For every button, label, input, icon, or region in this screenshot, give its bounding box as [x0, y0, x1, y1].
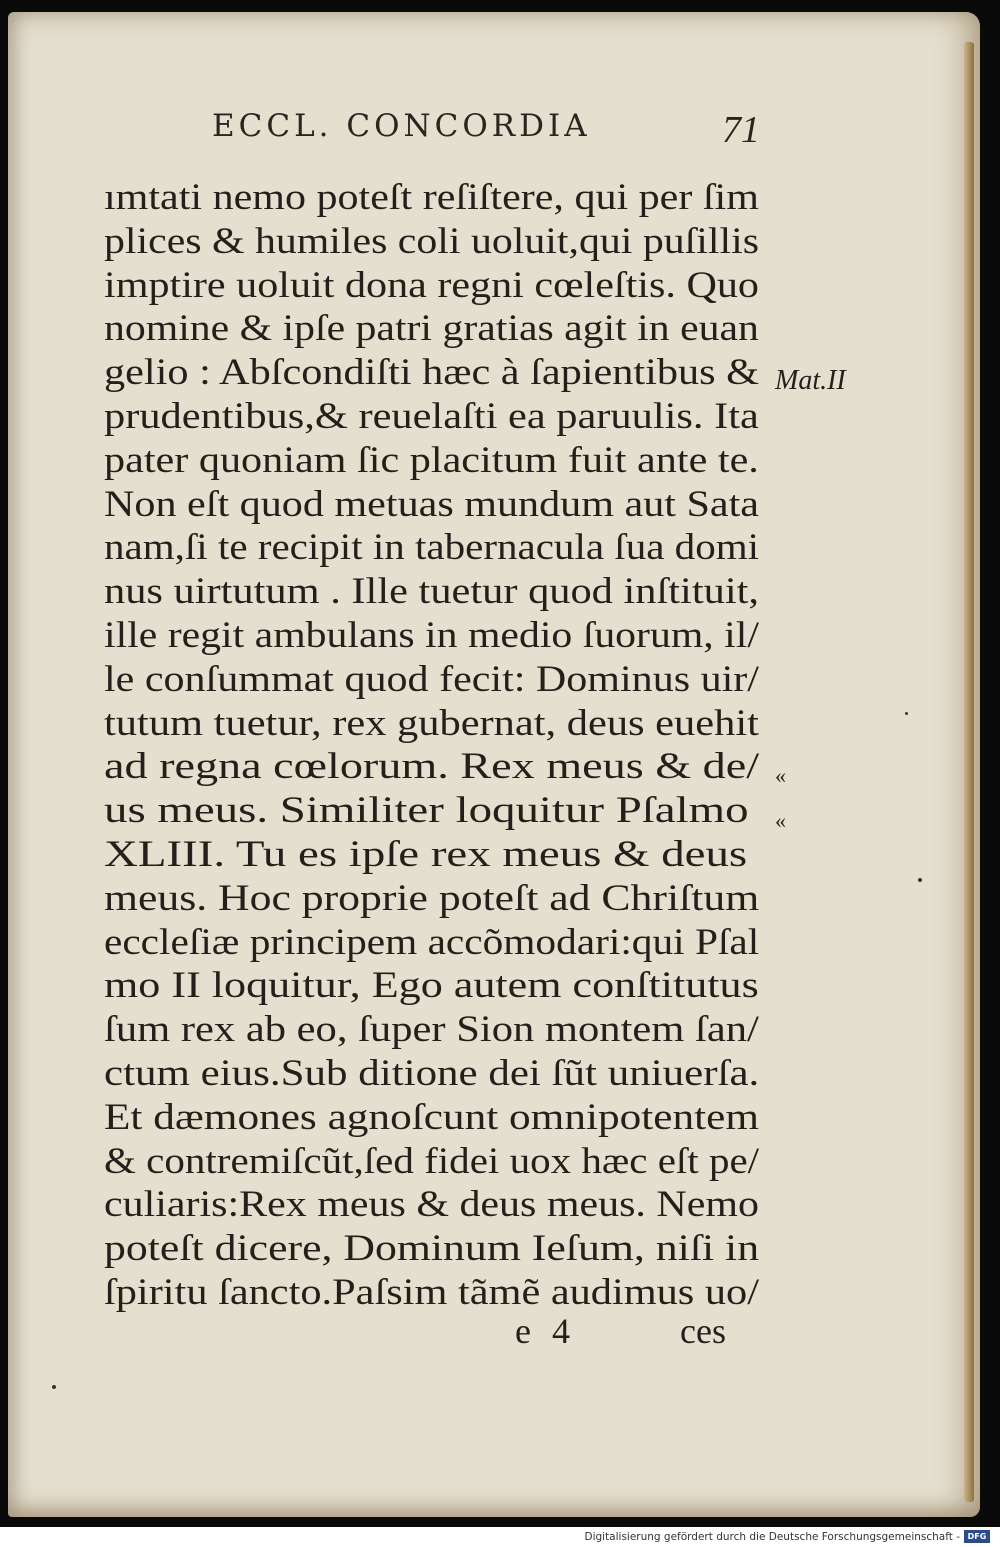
margin-quote-mark: «: [775, 763, 786, 788]
text-line: nomine & ipſe patri gratias agit in euan: [104, 308, 759, 350]
paper-speck: [52, 1385, 56, 1389]
text-line: tutum tuetur, rex gubernat, deus euehit: [104, 702, 759, 744]
text-line: ctum eius.Sub ditione dei ſũt uniuerſa.: [104, 1052, 760, 1094]
text-line: nam,ſi te recipit in tabernacula ſua domi: [104, 527, 760, 569]
text-line: culiaris:Rex meus & deus meus. Nemo: [104, 1184, 759, 1226]
text-line: ımtati nemo poteſt reſiſtere, qui per ſim: [104, 177, 759, 218]
text-line: Non eſt quod metuas mundum aut Sata: [104, 483, 759, 525]
text-line: prudentibus,& reuelaſti ea paruulis. Ita: [104, 395, 759, 437]
dfg-logo: DFG: [964, 1530, 990, 1543]
page-edge: [964, 42, 974, 1502]
text-line: ſum rex ab eo, ſuper Sion montem ſan/: [104, 1009, 759, 1051]
text-line: poteſt dicere, Dominum Ieſum, niſi in: [104, 1228, 760, 1270]
signature-mark: e 4: [515, 1311, 576, 1351]
paper-speck: [918, 878, 922, 882]
text-line: pater quoniam ſic placitum fuit ante te.: [104, 439, 759, 481]
text-line: ille regit ambulans in medio ſuorum, il/: [104, 614, 759, 656]
paper-speck: [905, 712, 908, 715]
text-line: us meus. Similiter loquitur Pſalmo: [104, 790, 749, 832]
text-line: meus. Hoc proprie poteſt ad Chriſtum: [104, 877, 760, 919]
text-line: Et dæmones agnoſcunt omnipotentem: [104, 1096, 760, 1138]
digitization-credit: Digitalisierung gefördert durch die Deutsche Forschungsgemeinschaft -: [584, 1531, 960, 1543]
text-line: & contremiſcũt,ſed fidei uox hæc eſt pe/: [104, 1140, 760, 1182]
text-line: imptire uoluit dona regni cœleſtis. Quo: [104, 264, 759, 306]
text-line: plices & humiles coli uoluit,qui puſillis: [104, 220, 760, 262]
text-line: ſpiritu ſancto.Paſsim tãmẽ audimus uo/: [104, 1271, 759, 1313]
text-line: ad regna cœlorum. Rex meus & de/: [104, 746, 760, 788]
folio-number: 71: [722, 109, 760, 151]
margin-note: Mat.II: [775, 365, 846, 396]
text-line: le conſummat quod fecit: Dominus uir/: [104, 658, 759, 700]
main-text-block: [104, 176, 764, 1315]
text-line: eccleſiæ principem accõmodari:qui Pſal: [104, 921, 760, 963]
catchword: ces: [680, 1311, 726, 1351]
text-line: XLIII. Tu es ipſe rex meus & deus: [104, 833, 748, 875]
text-line: gelio : Abſcondiſti hæc à ſapientibus &: [104, 352, 759, 394]
text-line: mo II loquitur, Ego autem conſtitutus: [104, 965, 759, 1007]
text-line: nus uirtutum . Ille tuetur quod inſtituit,: [104, 571, 760, 613]
running-head: ECCL. CONCORDIA: [212, 108, 591, 144]
margin-quote-mark: «: [775, 808, 786, 833]
